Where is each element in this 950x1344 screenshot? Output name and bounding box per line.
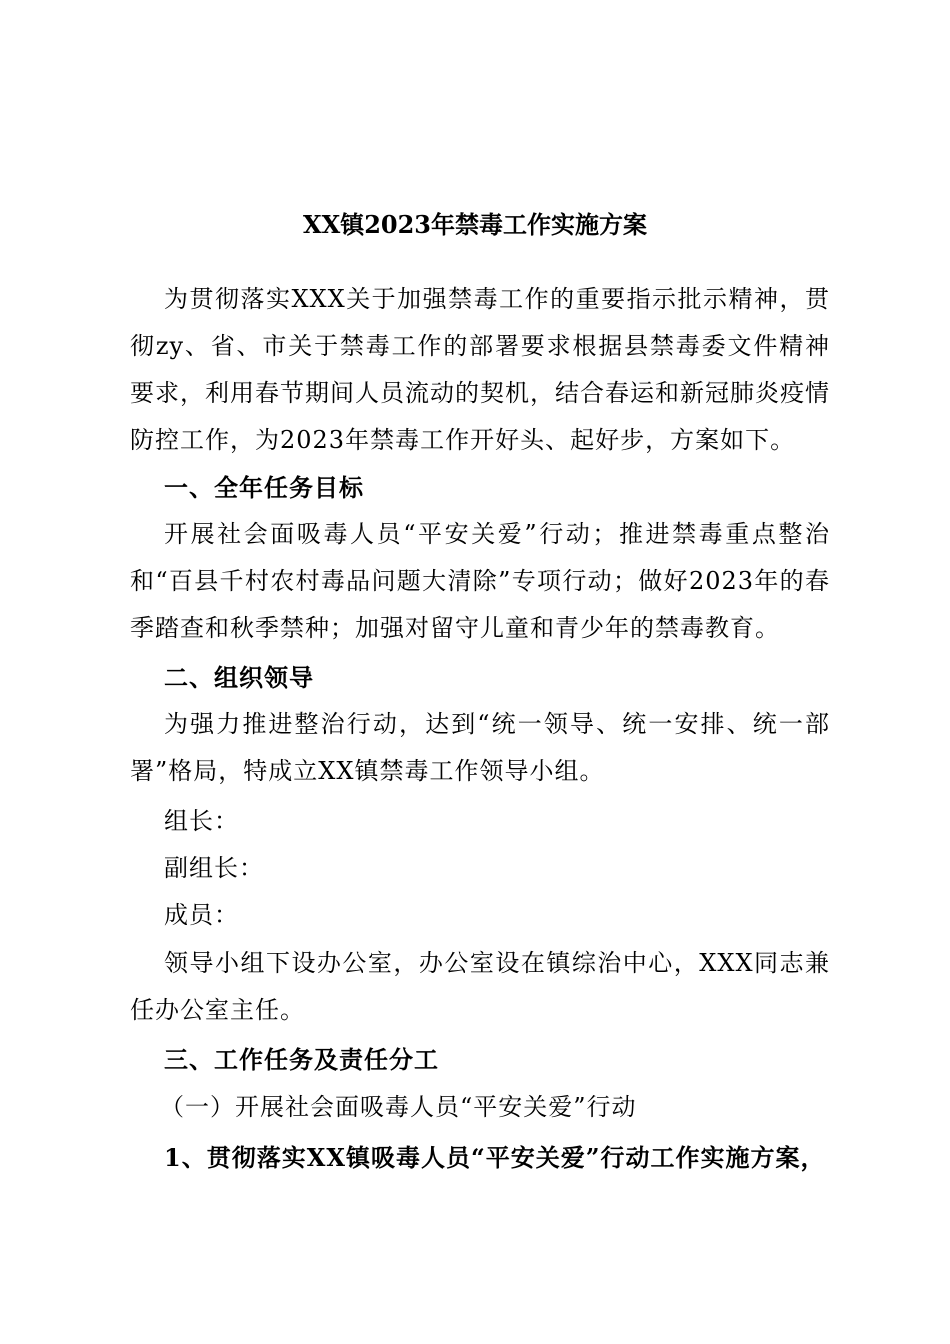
leader-line: 组长： [164, 807, 239, 835]
document-title: XX镇2023年禁毒工作实施方案 [302, 210, 648, 239]
deputy-leader-line: 副组长： [164, 854, 264, 882]
section3-item-1: 1、贯彻落实XX镇吸毒人员“平安关爱”行动工作实施方案， [164, 1143, 826, 1172]
section1-paragraph: 开展社会面吸毒人员“平安关爱”行动；推进禁毒重点整治和“百县千村农村毒品问题大清除”专项行动；做好2023年的春季踏查和秋季禁种；加强对留守儿童和青少年的禁毒教育。 [130, 520, 830, 642]
intro-paragraph: 为贯彻落实XXX关于加强禁毒工作的重要指示批示精神，贯彻zy、省、市关于禁毒工作的部署要求根据县禁毒委文件精神要求，利用春节期间人员流动的契机，结合春运和新冠肺炎疫情防控工作，为2023年禁毒工作开好头、起好步，方案如下。 [130, 285, 830, 454]
members-line: 成员： [164, 901, 239, 929]
office-paragraph: 领导小组下设办公室，办公室设在镇综治中心，XXX同志兼任办公室主任。 [130, 949, 830, 1024]
section2-paragraph: 为强力推进整治行动，达到“统一领导、统一安排、统一部署”格局，特成立XX镇禁毒工作领导小组。 [130, 710, 830, 785]
section3-heading: 三、工作任务及责任分工 [164, 1045, 439, 1074]
section1-heading: 一、全年任务目标 [164, 473, 364, 502]
section2-heading: 二、组织领导 [164, 663, 314, 692]
section3-subheading-1: （一）开展社会面吸毒人员“平安关爱”行动 [160, 1093, 637, 1121]
